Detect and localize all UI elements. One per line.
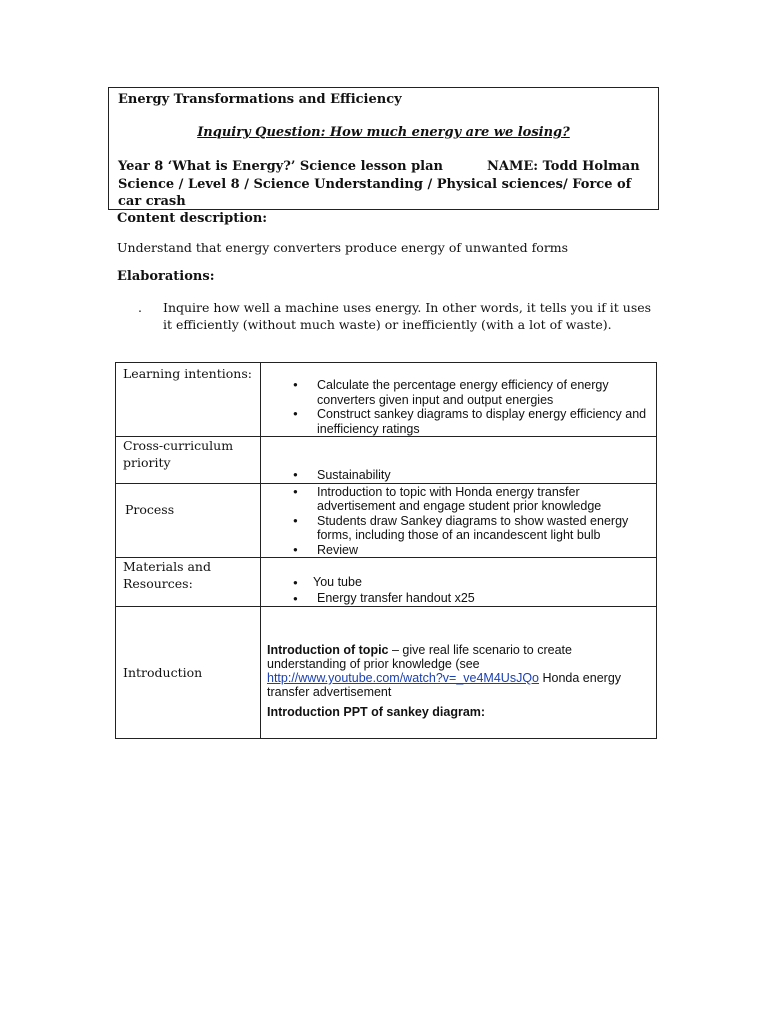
process-cell xyxy=(261,483,657,558)
learning-intentions-label: Learning intentions: xyxy=(116,363,261,437)
list-item: ● You tube xyxy=(261,575,656,591)
elaborations-label: Elaborations: xyxy=(117,269,215,284)
author-name: NAME: Todd Holman xyxy=(487,159,640,174)
content-description-label: Content description: xyxy=(117,211,268,226)
list-item: ● Calculate the percentage energy efficiency of energy converters given input and output energies xyxy=(261,378,656,407)
list-item: ● Sustainability xyxy=(261,468,656,483)
lesson-plan-title: Year 8 ‘What is Energy?’ Science lesson plan xyxy=(118,159,443,174)
header-box xyxy=(108,87,659,210)
introduction-cell xyxy=(261,607,657,739)
elaborations-bullet: . xyxy=(138,300,142,315)
table-row-cross-curriculum xyxy=(116,437,657,484)
lesson-plan-table xyxy=(115,362,657,739)
curriculum-path: Science / Level 8 / Science Understanding / Physical sciences/ Force of car crash xyxy=(118,177,632,209)
elaborations-text: Inquire how well a machine uses energy. In other words, it tells you if it uses it efficiently (without much waste) or inefficiently (with a lot of waste). xyxy=(163,300,652,332)
table-row-learning xyxy=(116,363,657,437)
list-item: ● Students draw Sankey diagrams to show wasted energy forms, including those of an incandescent light bulb xyxy=(261,514,656,543)
process-label: Process xyxy=(116,483,261,558)
introduction-after-link-text: Honda energy transfer advertisement xyxy=(267,671,622,699)
materials-cell xyxy=(261,558,657,607)
honda-video-link[interactable]: http://www.youtube.com/watch?v=_ve4M4UsJQo xyxy=(267,671,540,685)
introduction-topic-text: – give real life scenario to create understanding of prior knowledge (see xyxy=(267,643,572,671)
cross-curriculum-label: Cross-curriculum priority xyxy=(116,437,261,484)
list-item: ● Introduction to topic with Honda energy transfer advertisement and engage student prior knowledge xyxy=(261,485,656,514)
table-row-process xyxy=(116,483,657,558)
cross-curriculum-cell xyxy=(261,437,657,484)
materials-label: Materials and Resources: xyxy=(116,558,261,607)
cross-curriculum-list xyxy=(261,468,656,483)
introduction-label: Introduction xyxy=(116,607,261,739)
document-title: Energy Transformations and Efficiency xyxy=(118,92,402,107)
inquiry-question: Inquiry Question: How much energy are we losing? xyxy=(197,125,570,140)
process-list xyxy=(261,485,656,558)
materials-list xyxy=(261,575,656,606)
introduction-topic-heading: Introduction of topic xyxy=(267,643,389,657)
table-row-materials xyxy=(116,558,657,607)
list-item: ● Energy transfer handout x25 xyxy=(261,591,656,607)
introduction-ppt-heading: Introduction PPT of sankey diagram: xyxy=(267,705,486,719)
content-description-text: Understand that energy converters produce energy of unwanted forms xyxy=(117,240,569,255)
learning-intentions-list xyxy=(261,378,656,436)
learning-intentions-cell xyxy=(261,363,657,437)
introduction-topic-paragraph xyxy=(267,643,648,699)
list-item: ● Construct sankey diagrams to display energy efficiency and inefficiency ratings xyxy=(261,407,656,436)
list-item: ● Review xyxy=(261,543,656,558)
table-row-introduction xyxy=(116,607,657,739)
